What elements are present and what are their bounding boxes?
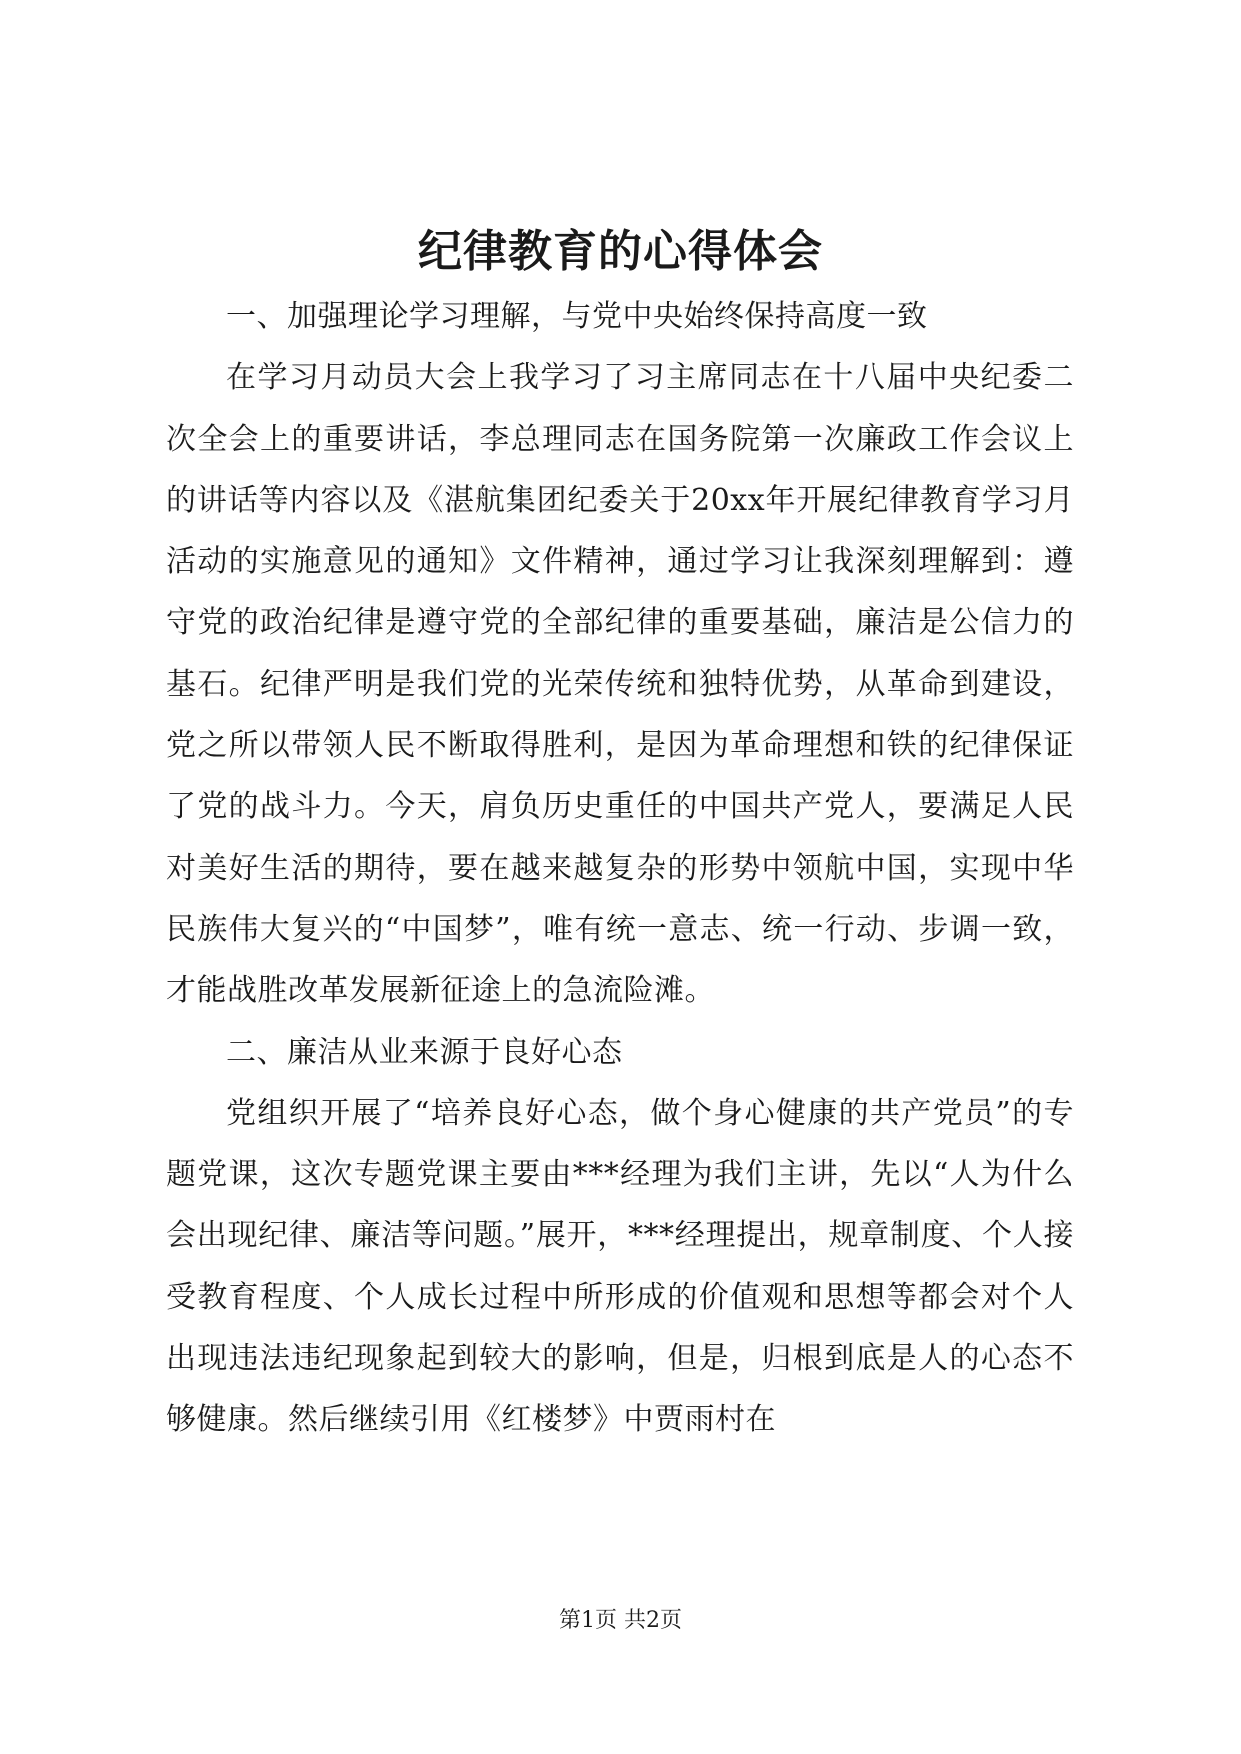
document-title: 纪律教育的心得体会 — [418, 226, 823, 277]
document-body — [166, 286, 1074, 1451]
section-heading-1: 一、加强理论学习理解，与党中央始终保持高度一致 — [226, 299, 928, 334]
body-paragraph-2: 党组织开展了“培养良好心态，做个身心健康的共产党员”的专题党课，这次专题党课主要由***经理为我们主讲，先以“人为什么会出现纪律、廉洁等问题。”展开，***经理提出，规章制度、个人接受教育程度、个人成长过程中所形成的价值观和思想等都会对个人出现违法违纪现象起到较大的影响，但是，归根到底是人的心态不够健康。然后继续引用《红楼梦》中贾雨村在 — [166, 1095, 1074, 1438]
page-number-footer: 第1页 共2页 — [559, 1608, 682, 1633]
section-heading-2: 二、廉洁从业来源于良好心态 — [226, 1034, 623, 1070]
body-paragraph-1: 在学习月动员大会上我学习了习主席同志在十八届中央纪委二次全会上的重要讲话，李总理同志在国务院第一次廉政工作会议上的讲话等内容以及《湛航集团纪委关于20xx年开展纪律教育学习月活动的实施意见的通知》文件精神，通过学习让我深刻理解到：遵守党的政治纪律是遵守党的全部纪律的重要基础，廉洁是公信力的基石。纪律严明是我们党的光荣传统和独特优势，从革命到建设，党之所以带领人民不断取得胜利，是因为革命理想和铁的纪律保证了党的战斗力。今天，肩负历史重任的中国共产党人，要满足人民对美好生活的期待，要在越来越复杂的形势中领航中国，实现中华民族伟大复兴的“中国梦”，唯有统一意志、统一行动、步调一致，才能战胜改革发展新征途上的急流险滩。 — [166, 360, 1074, 1009]
